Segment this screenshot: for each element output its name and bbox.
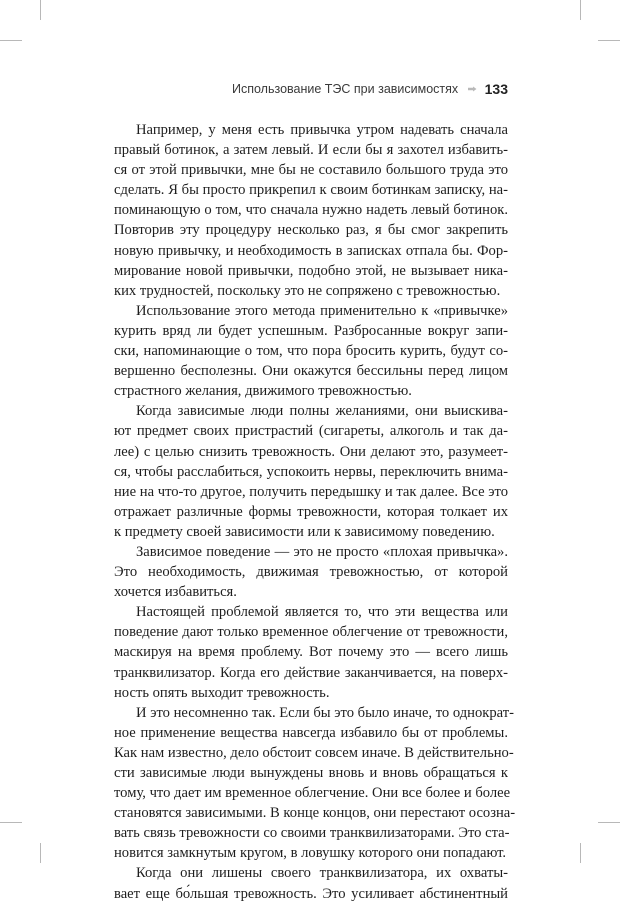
paragraph [114,120,508,301]
crop-mark-bottom-right [580,843,581,863]
page-number: 133 [484,81,508,97]
paragraph [114,703,516,864]
text-line: вать связь тревожности со своими транквилизаторами. Это ста- [114,825,510,842]
text-line: ние на что-то другое, получить передышку и так далее. Все это [114,483,508,500]
text-line: Зависимое поведение — это не просто «плохая привычка». [136,543,508,560]
paragraph [114,863,508,903]
page-header [232,78,508,100]
text-line: вает еще бо́льшая тревожность. Это усиливает абстинентный [114,885,508,902]
text-line: поминающую о том, что сначала нужно надеть левый ботинок. [114,202,508,219]
text-line: ют предмет своих пристрастий (сигареты, алкоголь и так да- [114,423,508,440]
text-line: Использование этого метода применительно к «привычке» [136,302,508,319]
text-line: отражает различные формы тревожности, которая толкает их [114,503,508,520]
text-line: лее) с целью снизить тревожность. Они делают это, разумеет- [114,443,508,460]
text-line: новится замкнутым кругом, в ловушку которого они попадают. [114,845,507,862]
text-line: сти зависимые люди вынуждены вновь и вновь обращаться к [114,765,508,781]
text-line: Например, у меня есть привычка утром надевать сначала [136,122,508,138]
text-line: страстного желания, движимого тревожностью. [114,383,412,400]
text-line: поведение дают только временное облегчение от тревожности, [114,624,508,641]
text-line: ное применение вещества навсегда избавило бы от проблемы. [114,724,508,741]
crop-mark-right-bottom [598,822,620,823]
text-line: к предмету своей зависимости или к зависимому поведению. [114,523,495,540]
text-line: Когда зависимые люди полны желаниями, они выискива- [136,403,508,420]
text-line: тому, что дает им временное облегчение. Они все более и более [114,785,511,802]
paragraph [114,542,508,602]
text-line: ких трудностей, поскольку это не сопряжено с тревожностью. [114,282,501,299]
text-line: маскируя на время проблему. Вот почему это — всего лишь [114,644,508,661]
paragraph [114,301,508,401]
text-line: ся от этой привычки, мне бы не составило большого труда это [114,162,508,179]
paragraph [114,602,508,702]
crop-mark-bottom-left [40,843,41,863]
running-head: Использование ТЭС при зависимостях [232,82,459,96]
text-line: Повторив эту процедуру несколько раз, я бы смог закрепить [114,222,508,239]
text-line: Когда они лишены своего транквилизатора, их охваты- [136,865,508,882]
text-line: сделать. Я бы просто прикрепил к своим ботинкам записку, на- [114,182,508,199]
text-line: вершенно бесполезны. Они окажутся бессильны перед лицом [114,363,508,380]
crop-mark-left-top [0,40,22,41]
text-line: транквилизатор. Когда его действие заканчивается, на поверх- [114,664,508,681]
text-line: И это несомненно так. Если бы это было иначе, то однократ- [136,704,514,721]
text-line: ность опять выходит тревожность. [114,684,330,701]
text-line: правый ботинок, а затем левый. И если бы я захотел избавить- [114,142,508,159]
crop-mark-top-left [40,0,41,20]
paragraph [114,401,508,542]
text-line: мирование новой привычки, подобно этой, не вызывает ника- [114,262,508,279]
text-line: хочется избавиться. [114,584,237,601]
body-text [114,120,516,904]
text-line: становятся зависимыми. В конце концов, они перестают осозна- [114,805,516,822]
crop-mark-top-right [580,0,581,20]
text-line: Как нам известно, дело обстоит совсем иначе. В действительно- [114,744,514,761]
text-line: ски, напоминающие о том, что пора бросить курить, будут со- [114,343,508,360]
arrow-right-icon [468,83,476,95]
text-line: Настоящей проблемой является то, что эти вещества или [136,604,508,621]
text-line: новую привычку, и необходимость в записках отпала бы. Фор- [114,242,508,259]
crop-mark-left-bottom [0,822,22,823]
crop-mark-right-top [598,40,620,41]
text-line: ся, чтобы расслабиться, успокоить нервы, переключить внима- [114,463,508,480]
text-line: курить вряд ли будет успешным. Разбросанные вокруг запи- [114,322,508,339]
text-line: Это необходимость, движимая тревожностью, от которой [114,564,508,581]
